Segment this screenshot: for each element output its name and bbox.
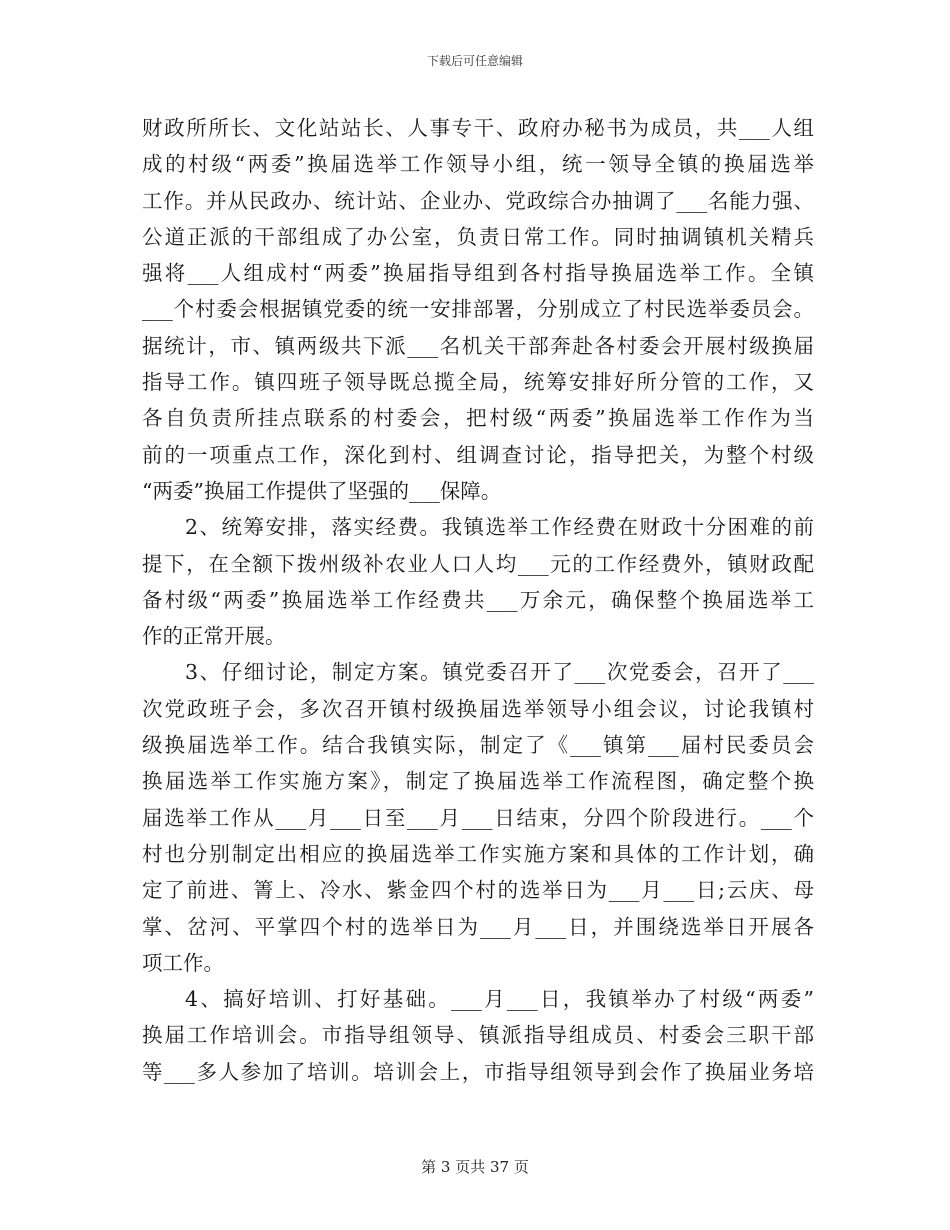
document-body: [142, 110, 814, 1090]
text-line: 次党政班子会，多次召开镇村级换届选举领导小组会议，讨论我镇村: [142, 696, 814, 721]
text-line: ___个村委会根据镇党委的统一安排部署，分别成立了村民选举委员会。: [142, 297, 814, 322]
text-line: 作的正常开展。: [142, 624, 286, 649]
text-line: 届选举工作从___月___日至___月___日结束，分四个阶段进行。___个: [142, 805, 814, 830]
text-line: 备村级“两委”换届选举工作经费共___万余元，确保整个换届选举工: [142, 587, 814, 612]
paragraph-start-line: 3、仔细讨论，制定方案。镇党委召开了___次党委会，召开了___: [185, 660, 814, 685]
text-line: 级换届选举工作。结合我镇实际，制定了《___镇第___届村民委员会: [142, 733, 814, 758]
text-line: 工作。并从民政办、统计站、企业办、党政综合办抽调了___名能力强、: [142, 188, 814, 213]
text-line: 等___多人参加了培训。培训会上，市指导组领导到会作了换届业务培: [142, 1059, 814, 1084]
page-number: 第 3 页共 37 页: [421, 1158, 529, 1176]
text-line: 提下，在全额下拨州级补农业人口人均___元的工作经费外，镇财政配: [142, 551, 814, 576]
text-line: 财政所所长、文化站站长、人事专干、政府办秘书为成员，共___人组: [142, 116, 814, 140]
paragraph-start-line: 4、搞好培训、打好基础。___月___日，我镇举办了村级“两委”: [185, 987, 814, 1012]
text-line: 成的村级“两委”换届选举工作领导小组，统一领导全镇的换届选举: [142, 152, 814, 177]
text-line: 掌、岔河、平掌四个村的选举日为___月___日，并围绕选举日开展各: [142, 914, 814, 939]
text-line: 项工作。: [142, 950, 224, 975]
text-line: 指导工作。镇四班子领导既总揽全局，统筹安排好所分管的工作，又: [142, 370, 814, 395]
text-line: 据统计，市、镇两级共下派___名机关干部奔赴各村委会开展村级换届: [142, 333, 814, 358]
paragraph-start-line: 2、统筹安排，落实经费。我镇选举工作经费在财政十分困难的前: [185, 515, 814, 540]
text-line: 公道正派的干部组成了办公室，负责日常工作。同时抽调镇机关精兵: [142, 224, 814, 249]
text-line: 定了前进、箐上、冷水、紫金四个村的选举日为___月___日;云庆、母: [142, 878, 814, 903]
text-line: “两委”换届工作提供了坚强的___保障。: [142, 478, 502, 503]
text-line: 村也分别制定出相应的换届选举工作实施方案和具体的工作计划，确: [142, 841, 814, 866]
text-line: 强将___人组成村“两委”换届指导组到各村指导换届选举工作。全镇: [142, 261, 814, 286]
page-header: 下载后可任意编辑: [426, 54, 523, 68]
text-line: 换届工作培训会。市指导组领导、镇派指导组成员、村委会三职干部: [142, 1023, 814, 1048]
text-line: 前的一项重点工作，深化到村、组调查讨论，指导把关，为整个村级: [142, 442, 814, 467]
text-line: 各自负责所挂点联系的村委会，把村级“两委”换届选举工作作为当: [142, 406, 814, 431]
text-line: 换届选举工作实施方案》，制定了换届选举工作流程图，确定整个换: [142, 769, 814, 794]
